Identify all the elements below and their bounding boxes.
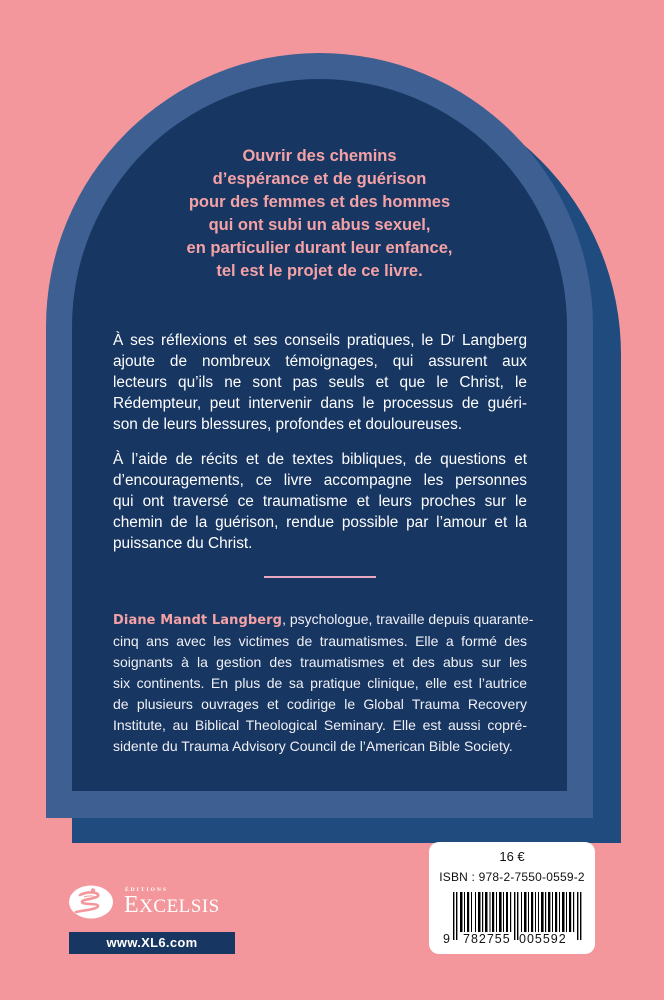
publisher-name-initial: E — [124, 892, 140, 918]
paragraph-line: son de leurs blessures, profondes et douloureuses. — [113, 416, 463, 433]
author-name: Diane Mandt Langberg — [113, 613, 283, 628]
bio-line: cinq ans avec les victimes de traumatismes. Elle a formé des — [113, 633, 527, 649]
paragraph-line: chemin de la guérison, rendue possible par l’amour et la — [113, 514, 527, 531]
price: 16 € — [499, 849, 525, 864]
publisher-name — [124, 892, 220, 919]
barcode-digits-left: 782755 — [463, 932, 511, 946]
paragraph-line: qui ont traversé ce traumatisme et leurs proches sur le — [113, 493, 527, 510]
barcode-digit-prefix: 9 — [443, 932, 450, 946]
paragraph-line: À ses réflexions et ses conseils pratiques, le Dʳ Langberg — [113, 332, 527, 349]
price-barcode-label — [429, 842, 595, 954]
barcode-digits-right: 005592 — [519, 932, 567, 946]
bio-line: soignants à la gestion des traumatismes et des abus sur les — [113, 654, 527, 670]
bio-line: de plusieurs ouvrages et codirige le Global Trauma Recovery — [113, 696, 527, 712]
bio-line: Institute, au Biblical Theological Seminary. Elle est aussi copré- — [113, 717, 527, 733]
headline-line: en particulier durant leur enfance, — [186, 239, 453, 257]
headline-line: Ouvrir des chemins — [242, 147, 397, 165]
paragraph-line: ajoute de nombreux témoignages, qui assurent aux — [113, 353, 527, 370]
excelsis-figure-icon — [68, 884, 114, 920]
paragraph-line: lecteurs qu’ils ne sont pas seuls et que le Christ, le — [113, 374, 527, 391]
author-bio — [113, 609, 534, 757]
headline — [72, 145, 567, 283]
paragraph-line: À l’aide de récits et de textes bibliques, de questions et — [113, 451, 527, 468]
bio-first-line-text: , psychologue, travaille depuis quarante- — [282, 611, 534, 627]
publisher-editions-label: ÉDITIONS — [125, 887, 168, 893]
publisher-url[interactable]: www.XL6.com — [69, 932, 235, 954]
paragraph-line: Rédempteur, peut intervenir dans le processus de guéri- — [113, 395, 527, 412]
separator-line — [264, 576, 376, 578]
headline-line: qui ont subi un abus sexuel, — [208, 216, 431, 234]
headline-line: d’espérance et de guérison — [212, 170, 427, 188]
paragraph-reflexions — [113, 330, 527, 435]
paragraph-line: puissance du Christ. — [113, 535, 253, 552]
paragraph-line: d’encouragements, ce livre accompagne les personnes — [113, 472, 527, 489]
headline-line: tel est le projet de ce livre. — [216, 262, 423, 280]
publisher-name-rest: XCELSIS — [139, 896, 220, 917]
bio-line: six continents. En plus de sa pratique clinique, elle est l’autrice — [113, 675, 527, 691]
bio-line — [113, 609, 534, 631]
paragraph-recits — [113, 449, 527, 554]
isbn: ISBN : 978-2-7550-0559-2 — [439, 870, 585, 884]
headline-line: pour des femmes et des hommes — [188, 193, 451, 211]
bio-line: sidente du Trauma Advisory Council de l’American Bible Society. — [113, 738, 513, 754]
